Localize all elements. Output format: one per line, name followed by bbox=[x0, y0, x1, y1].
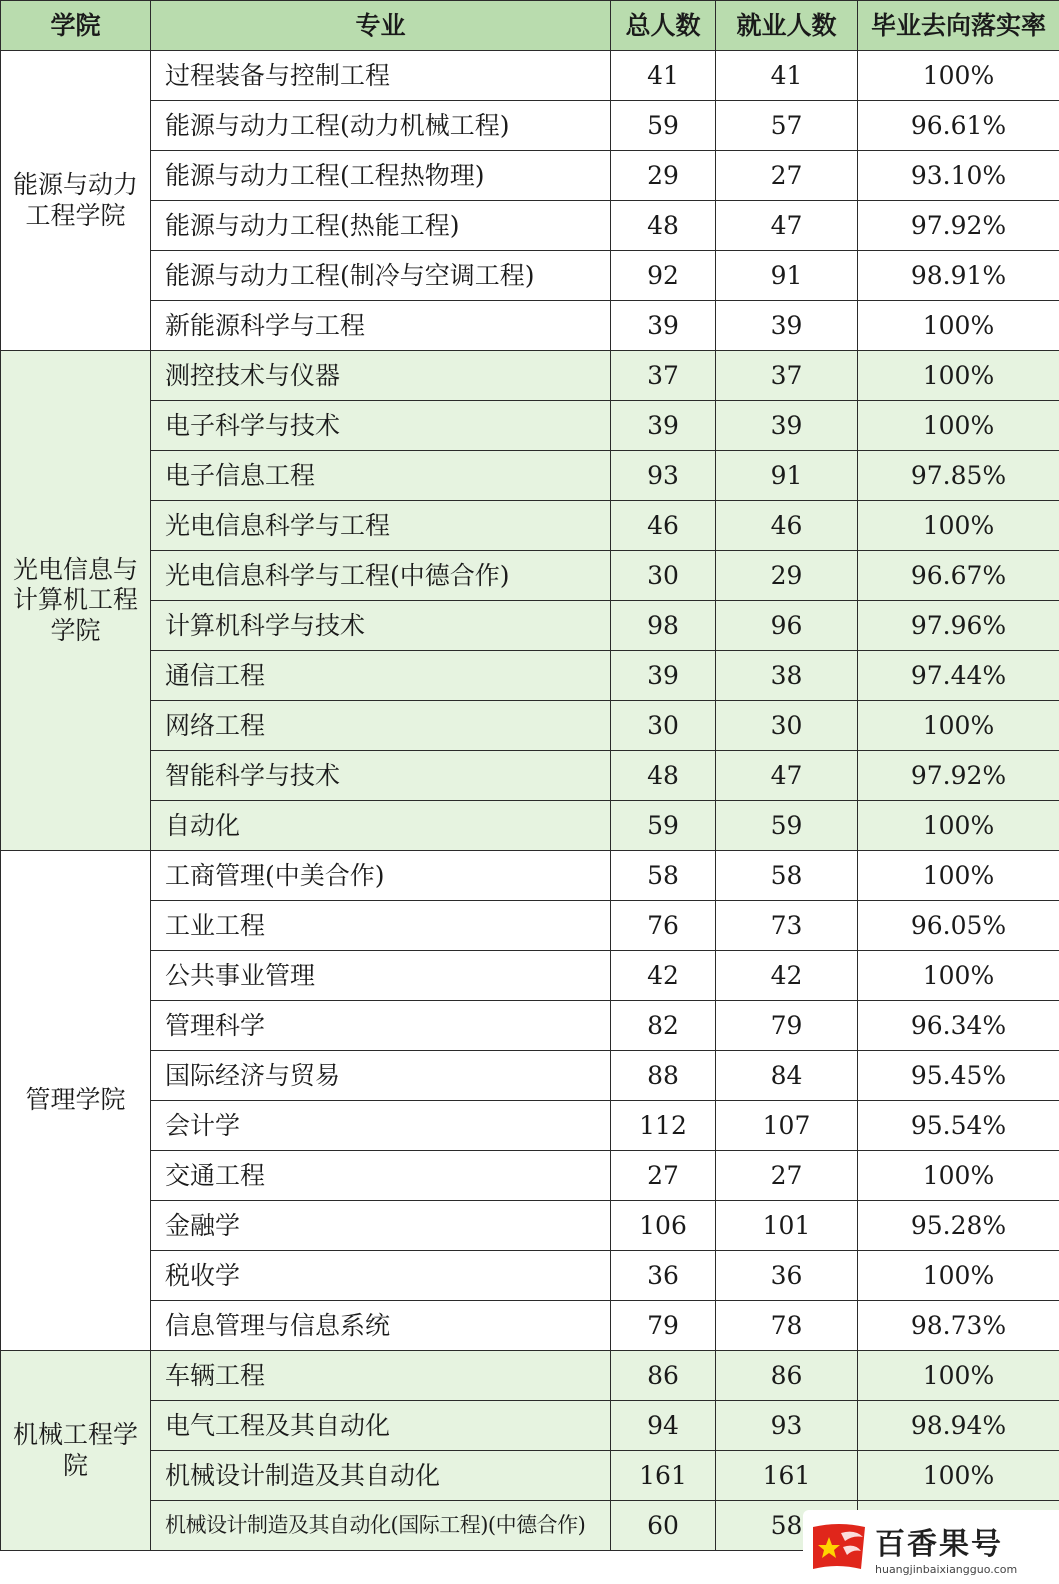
major-cell: 工商管理(中美合作) bbox=[151, 851, 611, 901]
rate-cell: 98.91% bbox=[858, 251, 1059, 301]
major-cell: 车辆工程 bbox=[151, 1351, 611, 1401]
total-cell: 41 bbox=[611, 51, 716, 101]
rate-cell: 96.34% bbox=[858, 1001, 1059, 1051]
employed-cell: 161 bbox=[716, 1451, 858, 1501]
total-cell: 39 bbox=[611, 301, 716, 351]
employed-cell: 47 bbox=[716, 751, 858, 801]
employed-cell: 58 bbox=[716, 851, 858, 901]
table-row bbox=[1, 401, 1059, 451]
table-row bbox=[1, 1401, 1059, 1451]
employed-cell: 46 bbox=[716, 501, 858, 551]
rate-cell: 100% bbox=[858, 351, 1059, 401]
employed-cell: 73 bbox=[716, 901, 858, 951]
rate-cell: 97.92% bbox=[858, 751, 1059, 801]
total-cell: 27 bbox=[611, 1151, 716, 1201]
table-row bbox=[1, 1051, 1059, 1101]
table-row bbox=[1, 301, 1059, 351]
total-cell: 37 bbox=[611, 351, 716, 401]
table-row bbox=[1, 1351, 1059, 1401]
total-cell: 42 bbox=[611, 951, 716, 1001]
rate-cell: 95.45% bbox=[858, 1051, 1059, 1101]
total-cell: 58 bbox=[611, 851, 716, 901]
major-cell: 电子信息工程 bbox=[151, 451, 611, 501]
watermark-brand: 百香果号 bbox=[875, 1526, 1003, 1562]
rate-cell: 97.96% bbox=[858, 601, 1059, 651]
major-cell: 自动化 bbox=[151, 801, 611, 851]
total-cell: 79 bbox=[611, 1301, 716, 1351]
table-row bbox=[1, 651, 1059, 701]
table-row bbox=[1, 1101, 1059, 1151]
header-rate: 毕业去向落实率 bbox=[858, 1, 1059, 51]
total-cell: 76 bbox=[611, 901, 716, 951]
rate-cell: 95.54% bbox=[858, 1101, 1059, 1151]
major-cell: 工业工程 bbox=[151, 901, 611, 951]
employed-cell: 96 bbox=[716, 601, 858, 651]
college-name: 机械工程学院 bbox=[1, 1351, 151, 1551]
major-cell: 能源与动力工程(热能工程) bbox=[151, 201, 611, 251]
watermark bbox=[803, 1510, 1059, 1584]
table-row bbox=[1, 251, 1059, 301]
rate-cell: 100% bbox=[858, 851, 1059, 901]
rate-cell: 96.05% bbox=[858, 901, 1059, 951]
table-row bbox=[1, 601, 1059, 651]
header-major: 专业 bbox=[151, 1, 611, 51]
total-cell: 86 bbox=[611, 1351, 716, 1401]
rate-cell: 100% bbox=[858, 1151, 1059, 1201]
rate-cell: 100% bbox=[858, 1251, 1059, 1301]
employed-cell: 39 bbox=[716, 301, 858, 351]
total-cell: 29 bbox=[611, 151, 716, 201]
major-cell: 过程装备与控制工程 bbox=[151, 51, 611, 101]
major-cell: 信息管理与信息系统 bbox=[151, 1301, 611, 1351]
employed-cell: 59 bbox=[716, 801, 858, 851]
employed-cell: 39 bbox=[716, 401, 858, 451]
major-cell: 通信工程 bbox=[151, 651, 611, 701]
rate-cell: 98.73% bbox=[858, 1301, 1059, 1351]
total-cell: 92 bbox=[611, 251, 716, 301]
total-cell: 112 bbox=[611, 1101, 716, 1151]
table-row bbox=[1, 951, 1059, 1001]
major-cell: 机械设计制造及其自动化(国际工程)(中德合作) bbox=[151, 1501, 611, 1551]
major-cell: 光电信息科学与工程 bbox=[151, 501, 611, 551]
major-cell: 新能源科学与工程 bbox=[151, 301, 611, 351]
rate-cell: 97.44% bbox=[858, 651, 1059, 701]
rate-cell: 96.61% bbox=[858, 101, 1059, 151]
total-cell: 93 bbox=[611, 451, 716, 501]
college-group bbox=[1, 851, 1059, 1351]
table-header-row bbox=[1, 1, 1059, 51]
table-row bbox=[1, 1251, 1059, 1301]
table-row bbox=[1, 501, 1059, 551]
table-row bbox=[1, 1301, 1059, 1351]
rate-cell: 95.28% bbox=[858, 1201, 1059, 1251]
table-row bbox=[1, 901, 1059, 951]
rate-cell: 100% bbox=[858, 301, 1059, 351]
header-employed: 就业人数 bbox=[716, 1, 858, 51]
employed-cell: 93 bbox=[716, 1401, 858, 1451]
college-name: 能源与动力工程学院 bbox=[1, 51, 151, 351]
college-group bbox=[1, 51, 1059, 351]
rate-cell: 100% bbox=[858, 51, 1059, 101]
total-cell: 60 bbox=[611, 1501, 716, 1551]
table-row bbox=[1, 751, 1059, 801]
employed-cell: 37 bbox=[716, 351, 858, 401]
rate-cell: 97.92% bbox=[858, 201, 1059, 251]
college-name: 管理学院 bbox=[1, 851, 151, 1351]
major-cell: 电气工程及其自动化 bbox=[151, 1401, 611, 1451]
table-row bbox=[1, 351, 1059, 401]
rate-cell: 97.85% bbox=[858, 451, 1059, 501]
table-row bbox=[1, 201, 1059, 251]
college-name: 光电信息与计算机工程学院 bbox=[1, 351, 151, 851]
employed-cell: 78 bbox=[716, 1301, 858, 1351]
employed-cell: 91 bbox=[716, 451, 858, 501]
employed-cell: 57 bbox=[716, 101, 858, 151]
major-cell: 交通工程 bbox=[151, 1151, 611, 1201]
rate-cell: 93.10% bbox=[858, 151, 1059, 201]
header-college: 学院 bbox=[1, 1, 151, 51]
rate-cell: 100% bbox=[858, 951, 1059, 1001]
total-cell: 59 bbox=[611, 801, 716, 851]
total-cell: 36 bbox=[611, 1251, 716, 1301]
employed-cell: 47 bbox=[716, 201, 858, 251]
employed-cell: 29 bbox=[716, 551, 858, 601]
rate-cell: 100% bbox=[858, 801, 1059, 851]
total-cell: 88 bbox=[611, 1051, 716, 1101]
major-cell: 机械设计制造及其自动化 bbox=[151, 1451, 611, 1501]
major-cell: 电子科学与技术 bbox=[151, 401, 611, 451]
employed-cell: 30 bbox=[716, 701, 858, 751]
employed-cell: 107 bbox=[716, 1101, 858, 1151]
header-total: 总人数 bbox=[611, 1, 716, 51]
table-row bbox=[1, 151, 1059, 201]
rate-cell: 100% bbox=[858, 701, 1059, 751]
major-cell: 计算机科学与技术 bbox=[151, 601, 611, 651]
table-row bbox=[1, 801, 1059, 851]
total-cell: 46 bbox=[611, 501, 716, 551]
total-cell: 94 bbox=[611, 1401, 716, 1451]
major-cell: 能源与动力工程(动力机械工程) bbox=[151, 101, 611, 151]
table-row bbox=[1, 451, 1059, 501]
major-cell: 公共事业管理 bbox=[151, 951, 611, 1001]
total-cell: 48 bbox=[611, 751, 716, 801]
rate-cell: 100% bbox=[858, 1451, 1059, 1501]
employed-cell: 36 bbox=[716, 1251, 858, 1301]
employed-cell: 79 bbox=[716, 1001, 858, 1051]
total-cell: 39 bbox=[611, 401, 716, 451]
table-row bbox=[1, 51, 1059, 101]
table-row bbox=[1, 701, 1059, 751]
major-cell: 会计学 bbox=[151, 1101, 611, 1151]
employed-cell: 91 bbox=[716, 251, 858, 301]
employed-cell: 84 bbox=[716, 1051, 858, 1101]
total-cell: 30 bbox=[611, 551, 716, 601]
rate-cell: 100% bbox=[858, 1351, 1059, 1401]
table-row bbox=[1, 101, 1059, 151]
major-cell: 网络工程 bbox=[151, 701, 611, 751]
rate-cell: 96.67% bbox=[858, 551, 1059, 601]
major-cell: 智能科学与技术 bbox=[151, 751, 611, 801]
total-cell: 106 bbox=[611, 1201, 716, 1251]
major-cell: 金融学 bbox=[151, 1201, 611, 1251]
total-cell: 39 bbox=[611, 651, 716, 701]
total-cell: 30 bbox=[611, 701, 716, 751]
table-row bbox=[1, 1151, 1059, 1201]
rate-cell: 100% bbox=[858, 501, 1059, 551]
table-row bbox=[1, 1451, 1059, 1501]
total-cell: 98 bbox=[611, 601, 716, 651]
employed-cell: 27 bbox=[716, 1151, 858, 1201]
major-cell: 测控技术与仪器 bbox=[151, 351, 611, 401]
major-cell: 能源与动力工程(工程热物理) bbox=[151, 151, 611, 201]
employed-cell: 101 bbox=[716, 1201, 858, 1251]
employed-cell: 27 bbox=[716, 151, 858, 201]
major-cell: 光电信息科学与工程(中德合作) bbox=[151, 551, 611, 601]
employed-cell: 42 bbox=[716, 951, 858, 1001]
watermark-url: huangjinbaixiangguo.com bbox=[875, 1562, 1018, 1576]
total-cell: 59 bbox=[611, 101, 716, 151]
red-flag-star-logo-icon bbox=[807, 1519, 871, 1575]
total-cell: 82 bbox=[611, 1001, 716, 1051]
rate-cell: 100% bbox=[858, 401, 1059, 451]
table-row bbox=[1, 551, 1059, 601]
major-cell: 能源与动力工程(制冷与空调工程) bbox=[151, 251, 611, 301]
major-cell: 国际经济与贸易 bbox=[151, 1051, 611, 1101]
rate-cell: 98.94% bbox=[858, 1401, 1059, 1451]
major-cell: 税收学 bbox=[151, 1251, 611, 1301]
table-row bbox=[1, 1201, 1059, 1251]
table-row bbox=[1, 851, 1059, 901]
employed-cell: 38 bbox=[716, 651, 858, 701]
employed-cell: 58 bbox=[716, 1501, 858, 1551]
college-group bbox=[1, 351, 1059, 851]
major-cell: 管理科学 bbox=[151, 1001, 611, 1051]
total-cell: 48 bbox=[611, 201, 716, 251]
employed-cell: 41 bbox=[716, 51, 858, 101]
total-cell: 161 bbox=[611, 1451, 716, 1501]
employed-cell: 86 bbox=[716, 1351, 858, 1401]
table-row bbox=[1, 1001, 1059, 1051]
